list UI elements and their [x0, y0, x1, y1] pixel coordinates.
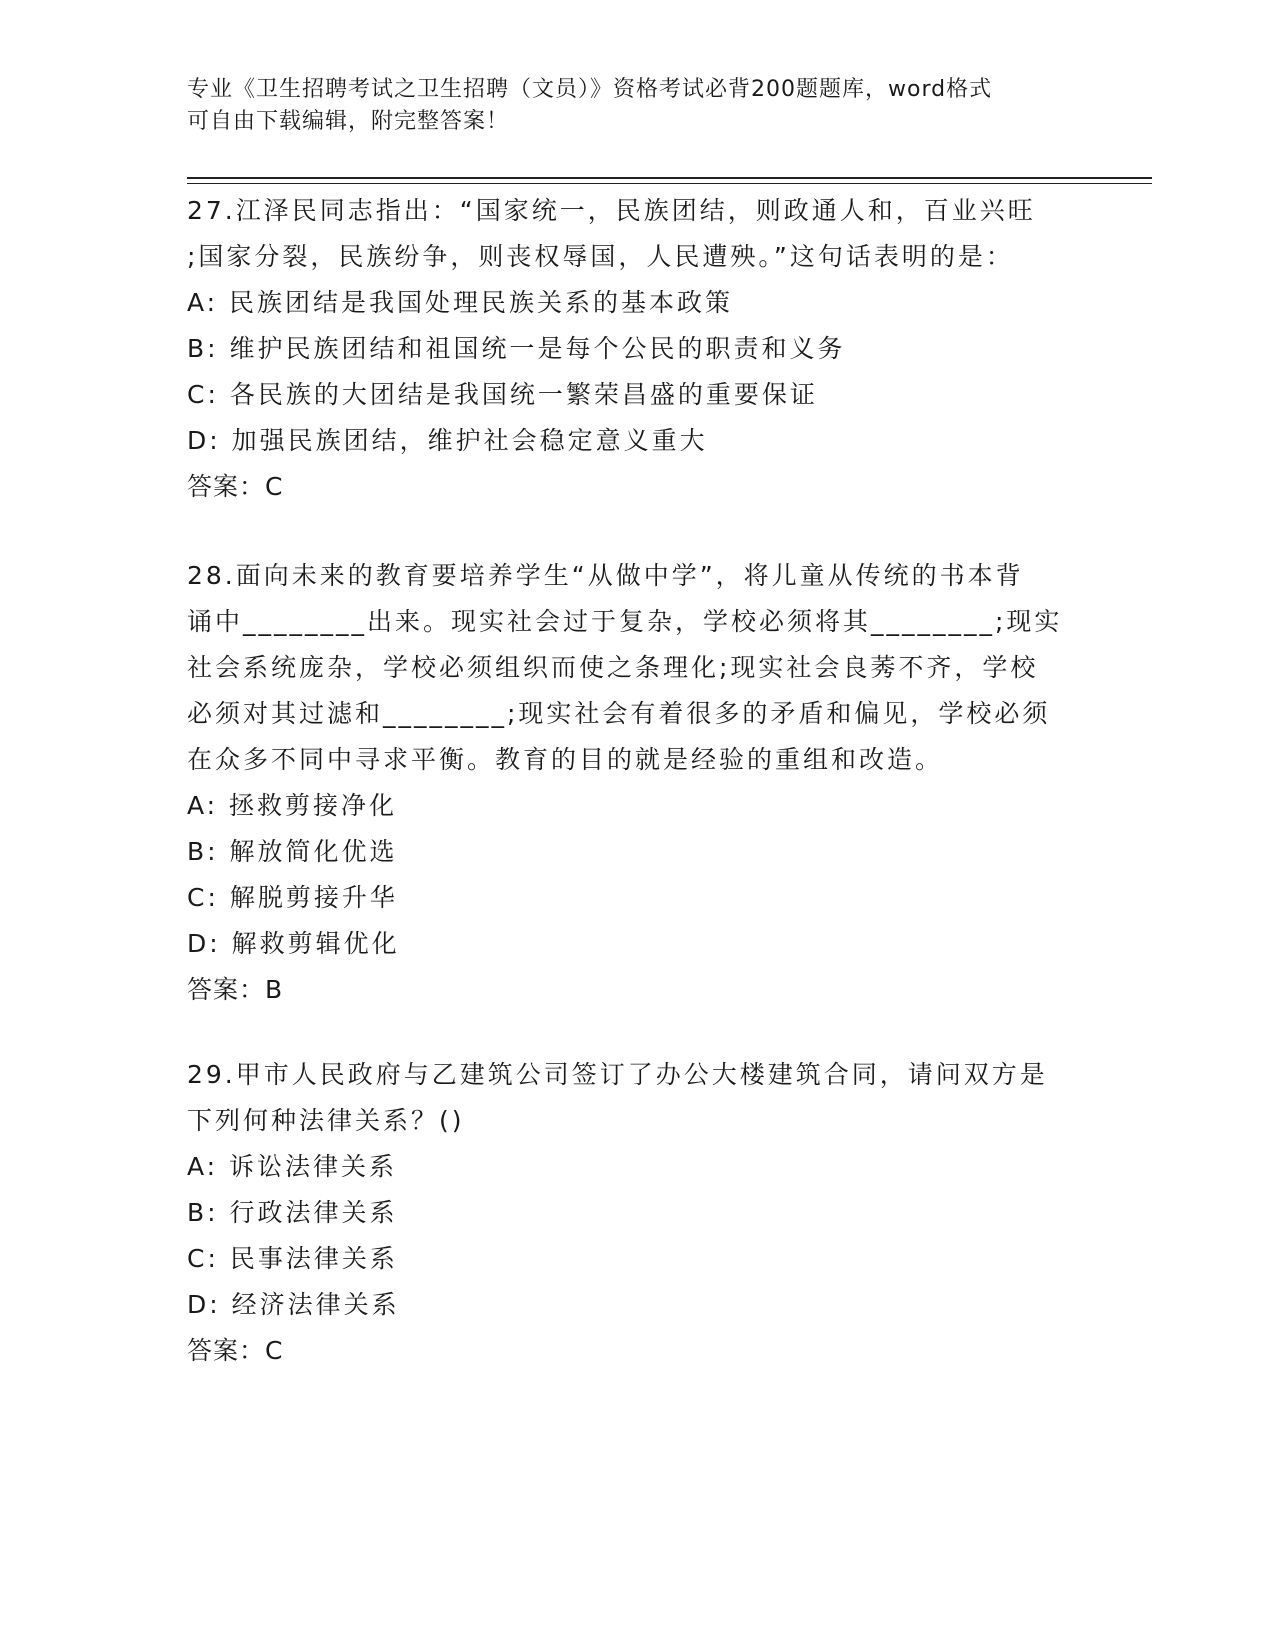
option-a: A: 拯救剪接净化	[187, 791, 398, 820]
question-29	[187, 1052, 1087, 1374]
answer-label: 答案：B	[187, 975, 284, 1004]
option-b: B: 维护民族团结和祖国统一是每个公民的职责和义务	[187, 334, 846, 363]
question-27	[187, 188, 1087, 510]
header-line-2: 可自由下载编辑，附完整答案！	[187, 109, 510, 134]
header-divider-thin	[187, 183, 1152, 184]
option-d: D: 经济法律关系	[187, 1290, 400, 1319]
question-stem-line: 29.甲市人民政府与乙建筑公司签订了办公大楼建筑合同，请问双方是	[187, 1060, 1048, 1089]
option-d: D: 加强民族团结，维护社会稳定意义重大	[187, 426, 708, 455]
option-a: A: 民族团结是我国处理民族关系的基本政策	[187, 288, 734, 317]
option-d: D: 解救剪辑优化	[187, 929, 400, 958]
option-c: C: 各民族的大团结是我国统一繁荣昌盛的重要保证	[187, 380, 818, 409]
header-line-1: 专业《卫生招聘考试之卫生招聘（文员）》资格考试必背200题题库，word格式	[187, 77, 993, 102]
option-c: C: 民事法律关系	[187, 1244, 398, 1273]
option-b: B: 行政法律关系	[187, 1198, 398, 1227]
question-stem-line: 下列何种法律关系？()	[187, 1106, 465, 1135]
option-b: B: 解放简化优选	[187, 837, 398, 866]
question-stem-line: 27.江泽民同志指出：“国家统一，民族团结，则政通人和，百业兴旺	[187, 196, 1036, 225]
question-stem-line: 诵中________出来。现实社会过于复杂，学校必须将其________;现实	[187, 607, 1063, 636]
option-c: C: 解脱剪接升华	[187, 883, 398, 912]
question-28	[187, 553, 1087, 1013]
answer-label: 答案：C	[187, 1336, 284, 1365]
option-a: A: 诉讼法律关系	[187, 1152, 398, 1181]
question-stem-line: 社会系统庞杂，学校必须组织而使之条理化;现实社会良莠不齐，学校	[187, 653, 1039, 682]
question-stem-line: 28.面向未来的教育要培养学生“从做中学”，将儿童从传统的书本背	[187, 561, 1024, 590]
document-header	[187, 74, 1067, 138]
question-stem-line: 必须对其过滤和________;现实社会有着很多的矛盾和偏见，学校必须	[187, 699, 1051, 728]
question-stem-line: 在众多不同中寻求平衡。教育的目的就是经验的重组和改造。	[187, 745, 944, 774]
header-divider-thick	[187, 177, 1152, 179]
question-stem-line: ;国家分裂，民族纷争，则丧权辱国，人民遭殃。”这句话表明的是：	[187, 242, 1014, 271]
answer-label: 答案：C	[187, 472, 284, 501]
